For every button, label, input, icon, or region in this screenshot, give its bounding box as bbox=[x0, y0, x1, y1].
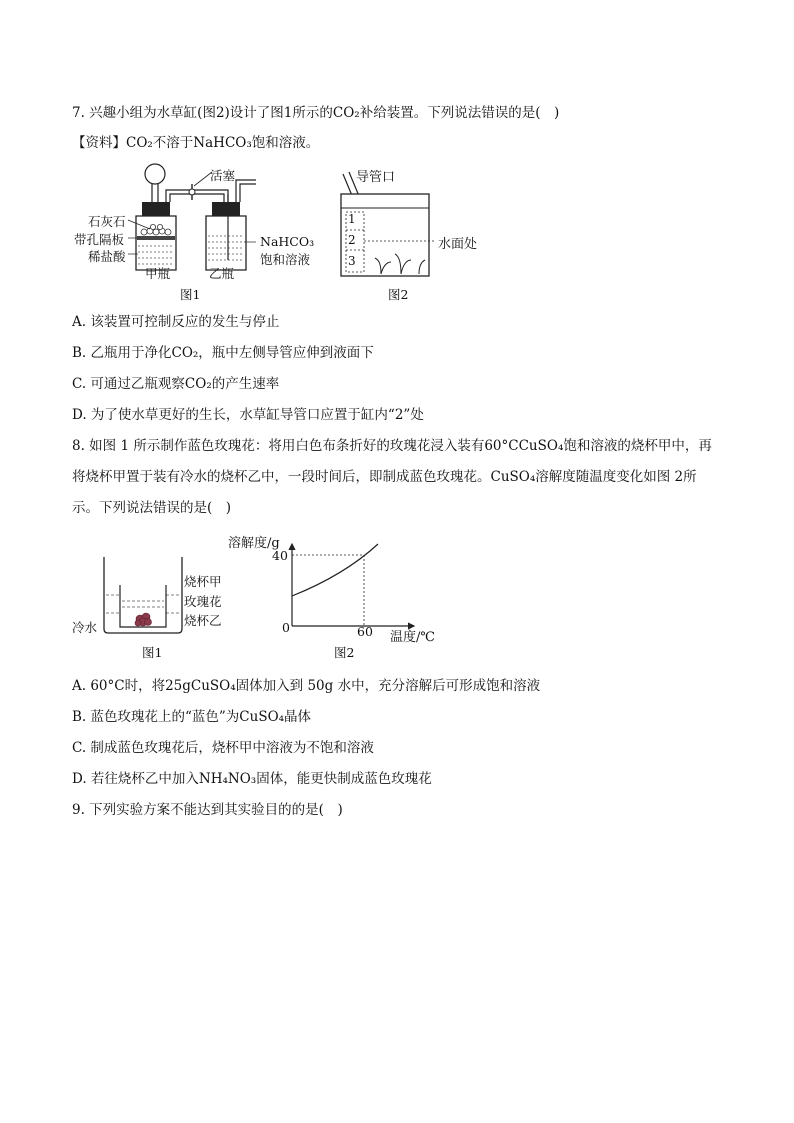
label-beaker-jia: 烧杯甲 bbox=[184, 574, 222, 589]
label-beaker-yi: 烧杯乙 bbox=[184, 613, 222, 628]
label-acid: 稀盐酸 bbox=[88, 249, 126, 264]
q7-option-d: D. 为了使水草更好的生长，水草缸导管口应置于缸内“2”处 bbox=[72, 407, 424, 423]
chart-ylabel: 溶解度/g bbox=[228, 536, 280, 551]
q7-option-b: B. 乙瓶用于净化CO₂，瓶中左侧导管应伸到液面下 bbox=[72, 345, 374, 361]
q7-option-a: A. 该装置可控制反应的发生与停止 bbox=[72, 314, 280, 330]
q8-fig1-caption: 图1 bbox=[142, 645, 163, 660]
label-bottle-jia: 甲瓶 bbox=[145, 266, 171, 281]
q7-fig2-caption: 图2 bbox=[388, 287, 409, 302]
q9-stem: 9. 下列实验方案不能达到其实验目的的是( ) bbox=[72, 802, 343, 818]
q7-fig1-caption: 图1 bbox=[180, 287, 201, 302]
q8-stem-line1: 8. 如图 1 所示制作蓝色玫瑰花：将用白色布条折好的玫瑰花浸入装有60°CCuSO₄饱和溶液的烧杯甲中，再 bbox=[72, 438, 712, 454]
q7-stem: 7. 兴趣小组为水草缸(图2)设计了图1所示的CO₂补给装置。下列说法错误的是( ) bbox=[72, 105, 560, 121]
label-limestone: 石灰石 bbox=[88, 214, 126, 229]
label-tube: 导管口 bbox=[356, 170, 396, 185]
label-plate: 带孔隔板 bbox=[74, 232, 125, 247]
label-bottle-yi: 乙瓶 bbox=[209, 266, 235, 281]
mark-3: 3 bbox=[348, 254, 356, 268]
q7-resource: 【资料】CO₂不溶于NaHCO₃饱和溶液。 bbox=[72, 135, 320, 151]
label-water-surface: 水面处 bbox=[438, 237, 478, 252]
label-cold-water: 冷水 bbox=[72, 620, 98, 635]
chart-ytick-40: 40 bbox=[272, 548, 288, 563]
q8-figure2-solubility bbox=[282, 540, 422, 635]
q8-option-a: A. 60°C时，将25gCuSO₄固体加入到 50g 水中，充分溶解后可形成饱和溶液 bbox=[72, 678, 541, 694]
q8-fig2-caption: 图2 bbox=[334, 645, 355, 660]
mark-2: 2 bbox=[348, 233, 356, 247]
mark-1: 1 bbox=[348, 212, 356, 226]
label-saturated: 饱和溶液 bbox=[260, 252, 311, 267]
q8-option-c: C. 制成蓝色玫瑰花后，烧杯甲中溶液为不饱和溶液 bbox=[72, 740, 374, 756]
label-nahco3: NaHCO₃ bbox=[260, 234, 315, 249]
chart-xtick-60: 60 bbox=[357, 624, 373, 639]
q8-stem-line3: 示。下列说法错误的是( ) bbox=[72, 500, 232, 516]
label-rose: 玫瑰花 bbox=[184, 594, 222, 609]
q7-figure2-tank bbox=[335, 168, 495, 283]
chart-xlabel: 温度/℃ bbox=[390, 630, 435, 645]
q7-option-c: C. 可通过乙瓶观察CO₂的产生速率 bbox=[72, 376, 280, 392]
q8-option-d: D. 若往烧杯乙中加入NH₄NO₃固体，能更快制成蓝色玫瑰花 bbox=[72, 771, 432, 787]
q8-stem-line2: 将烧杯甲置于装有冷水的烧杯乙中，一段时间后，即制成蓝色玫瑰花。CuSO₄溶解度随温度变化如图 2所 bbox=[72, 469, 697, 485]
label-valve: 活塞 bbox=[210, 168, 236, 183]
q8-figure1-beakers bbox=[100, 555, 190, 635]
chart-origin: 0 bbox=[282, 620, 290, 635]
q8-option-b: B. 蓝色玫瑰花上的“蓝色”为CuSO₄晶体 bbox=[72, 709, 312, 725]
